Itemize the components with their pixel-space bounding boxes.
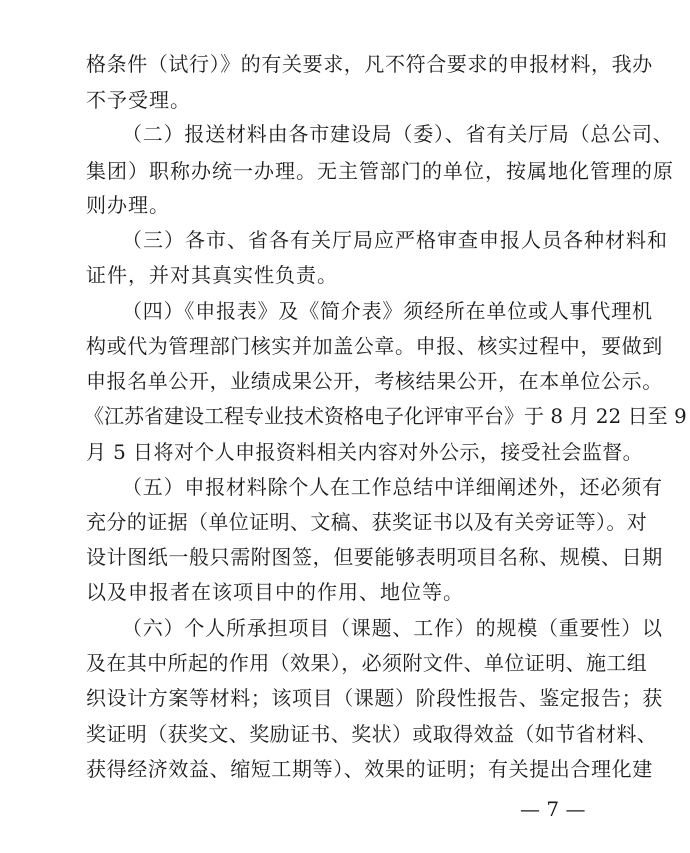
text-line [0,678,690,718]
text-line-content: 《江苏省建设工程专业技术资格电子化评审平台》于 8 月 22 日至 9 [84,404,687,428]
paragraph-first-line [0,291,690,331]
text-line-content: 构或代为管理部门核实并加盖公章。申报、核实过程中，要做到 [86,334,663,358]
text-line-content: （二）报送材料由各市建设局（委）、省有关厅局（总公司、 [122,122,674,146]
text-line [0,643,690,683]
text-line [0,44,690,84]
text-line-content: 申报名单公开，业绩成果公开，考核结果公开，在本单位公示。 [86,369,663,393]
text-line [0,396,690,436]
text-line-content: 获得经济效益、缩短工期等）、效果的证明；有关提出合理化建 [86,757,653,781]
text-line-content: 格条件（试行）》的有关要求，凡不符合要求的申报材料，我办 [86,52,653,76]
text-line-content: 集团）职称办统一办理。无主管部门的单位，按属地化管理的原 [86,159,674,183]
text-line-content: 充分的证据（单位证明、文稿、获奖证书以及有关旁证等）。对 [86,510,648,534]
text-line [0,714,690,754]
paragraph-first-line [0,220,690,260]
text-line-content: 不予受理。 [86,88,191,112]
text-line-content: 则办理。 [86,193,170,217]
text-line [0,572,690,612]
text-line-content: 及在其中所起的作用（效果），必须附文件、单位证明、施工组 [86,651,648,675]
text-line-content: 织设计方案等材料；该项目（课题）阶段性报告、鉴定报告；获 [86,686,663,710]
text-line-content: 奖证明（获奖文、奖励证书、奖状）或取得效益（如节省材料、 [86,722,658,746]
text-line [0,255,690,295]
paragraph-first-line [0,114,690,154]
text-line [0,361,690,401]
text-line-content: （四）《申报表》及《简介表》须经所在单位或人事代理机 [122,299,653,323]
text-line [0,432,690,472]
paragraph-first-line [0,467,690,507]
text-line-content: 以及申报者在该项目中的作用、地位等。 [86,580,464,604]
text-line [0,502,690,542]
text-line [0,326,690,366]
text-line-content: 证件，并对其真实性负责。 [86,263,338,287]
text-line [0,749,690,789]
paragraph-first-line [0,608,690,648]
text-line-content: （六）个人所承担项目（课题、工作）的规模（重要性）以 [122,616,663,640]
text-line [0,537,690,577]
text-line-content: 设计图纸一般只需附图签，但要能够表明项目名称、规模、日期 [86,545,663,569]
page-number: — 7 — [520,797,586,821]
text-line-content: （五）申报材料除个人在工作总结中详细阐述外，还必须有 [122,475,663,499]
text-line [0,185,690,225]
text-line-content: 月 5 日将对个人申报资料相关内容对外公示，接受社会监督。 [86,440,644,464]
text-line-content: （三）各市、省各有关厅局应严格审查申报人员各种材料和 [122,228,668,252]
